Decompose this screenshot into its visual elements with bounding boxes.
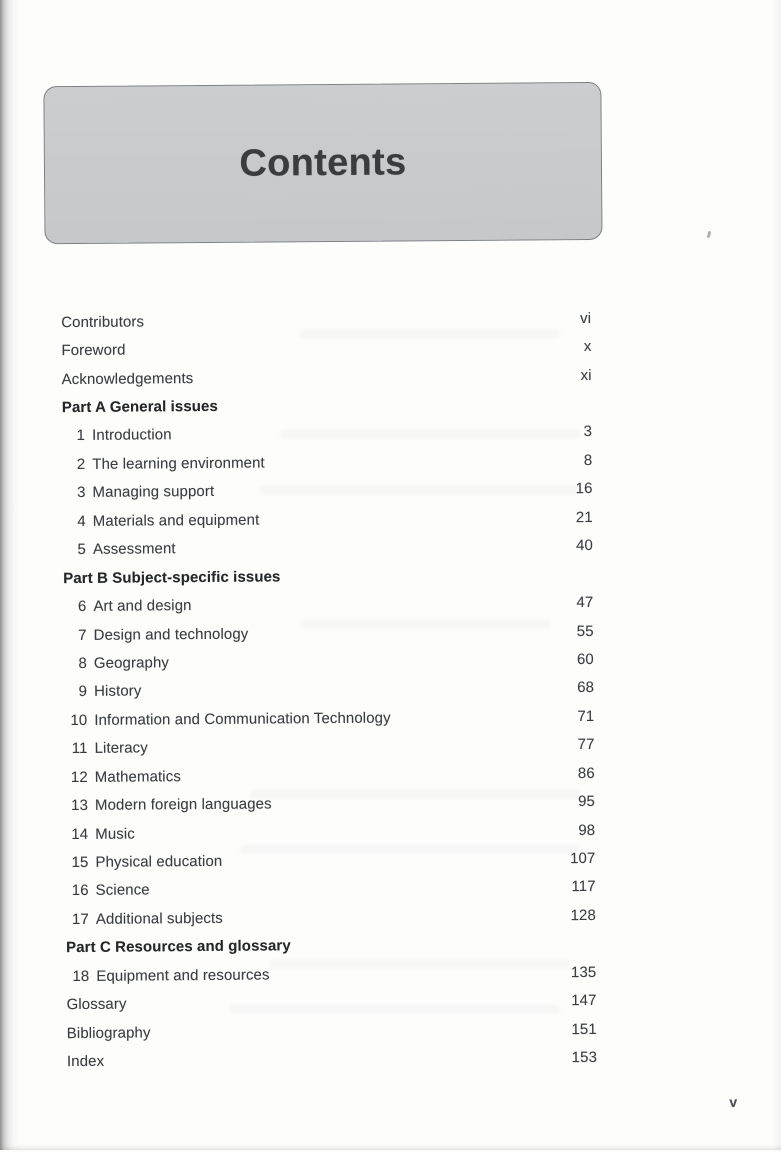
toc-entry: [67, 1043, 597, 1076]
toc-entry-left: [62, 483, 214, 501]
toc-entry-left: [64, 709, 391, 729]
chapter-number: 1: [76, 427, 86, 445]
toc-entry: [65, 759, 595, 792]
entry-page-number: 135: [570, 963, 597, 981]
entry-page-number: 98: [578, 821, 596, 839]
entry-label: Part B Subject-specific issues: [63, 568, 281, 587]
entry-label: Part C Resources and glossary: [66, 937, 291, 957]
toc-entry-left: [65, 768, 181, 786]
scan-edge-shadow-left: [0, 0, 20, 1150]
chapter-number: 4: [77, 512, 86, 530]
toc-entry-left: [62, 454, 265, 473]
entry-page-number: 86: [577, 764, 595, 782]
scan-edge-shadow-right: [771, 0, 781, 1150]
entry-label: Acknowledgements: [61, 369, 194, 388]
toc-part-heading: [63, 560, 593, 593]
entry-label: Art and design: [93, 597, 192, 615]
toc-entry-left: [62, 370, 194, 388]
toc-entry: [64, 674, 594, 707]
toc-entry-left: [64, 683, 142, 701]
entry-label: Science: [95, 881, 150, 900]
entry-label: Equipment and resources: [96, 966, 270, 985]
chapter-number: 5: [77, 541, 87, 559]
folio-page-number: v: [729, 1093, 738, 1110]
entry-page-number: 68: [577, 679, 595, 697]
entry-label: Managing support: [92, 483, 215, 502]
entry-label: Materials and equipment: [92, 511, 260, 530]
chapter-number: 13: [71, 797, 89, 815]
entry-label: Foreword: [61, 341, 126, 360]
entry-label: Bibliography: [66, 1024, 151, 1042]
chapter-number: 8: [78, 654, 87, 672]
toc-entry: [62, 446, 592, 479]
entry-label: Physical education: [95, 852, 223, 871]
scan-speck: [707, 231, 712, 239]
entry-page-number: 128: [570, 906, 596, 925]
chapter-number: 14: [71, 825, 89, 843]
page-title: Contents: [239, 140, 407, 185]
toc-entry-left: [61, 313, 144, 331]
entry-label: The learning environment: [92, 454, 265, 473]
toc-entry: [64, 730, 594, 763]
entry-page-number: 153: [571, 1049, 598, 1067]
entry-page-number: 147: [571, 992, 597, 1010]
toc-entry-left: [67, 1053, 104, 1070]
toc-entry-left: [64, 625, 249, 643]
entry-page-number: 117: [571, 878, 596, 896]
entry-label: Contributors: [61, 313, 145, 331]
toc-entry: [67, 1015, 597, 1048]
chapter-number: 18: [72, 967, 90, 985]
entry-label: History: [94, 682, 142, 701]
toc-entry: [65, 816, 595, 849]
toc-entry: [63, 588, 593, 621]
toc-entry-left: [67, 1024, 151, 1042]
toc-entry-left: [64, 654, 169, 672]
toc-entry-left: [65, 825, 135, 843]
toc-entry-left: [65, 853, 222, 871]
toc-entry: [62, 361, 592, 394]
entry-label: Assessment: [92, 540, 176, 559]
entry-label: Music: [95, 825, 135, 843]
entry-label: Geography: [93, 654, 170, 672]
toc-entry: [66, 986, 596, 1019]
entry-page-number: 47: [576, 594, 594, 612]
toc-part-heading: [66, 930, 596, 963]
entry-page-number: 21: [575, 508, 593, 526]
toc-entry: [64, 702, 594, 735]
toc-entry-left: [63, 568, 280, 587]
toc-entry: [63, 531, 593, 564]
entry-label: Mathematics: [94, 767, 181, 786]
toc-entry-left: [65, 796, 272, 815]
toc-entry: [63, 503, 593, 536]
entry-page-number: 107: [570, 849, 596, 868]
chapter-number: 9: [78, 683, 88, 701]
chapter-number: 3: [77, 484, 86, 502]
entry-label: Index: [66, 1052, 105, 1071]
chapter-number: 12: [70, 768, 88, 786]
page-showthrough: [280, 430, 580, 438]
toc-entry-left: [66, 882, 150, 900]
toc-entry-left: [61, 342, 125, 360]
toc-entry-left: [66, 910, 223, 928]
chapter-number: 16: [71, 882, 89, 900]
toc-entry-left: [62, 427, 172, 445]
page-showthrough: [260, 486, 580, 494]
toc-entry: [64, 645, 594, 678]
toc-entry-left: [63, 540, 176, 558]
entry-label: Introduction: [92, 426, 172, 445]
entry-page-number: 95: [578, 793, 596, 811]
entry-page-number: 151: [571, 1020, 597, 1038]
chapter-number: 11: [71, 740, 88, 758]
toc-entry-left: [66, 938, 291, 957]
chapter-number: 6: [77, 598, 87, 616]
page-showthrough: [230, 1005, 560, 1013]
entry-page-number: vi: [580, 309, 592, 327]
page-showthrough: [250, 790, 580, 798]
entry-label: Modern foreign languages: [94, 795, 272, 815]
toc-entry-left: [64, 740, 147, 758]
entry-page-number: 55: [576, 622, 594, 640]
page-showthrough: [240, 845, 580, 853]
contents-title-box: [43, 82, 602, 244]
entry-label: Literacy: [94, 739, 148, 758]
toc-entry-left: [66, 996, 126, 1013]
toc-entry-left: [63, 597, 191, 615]
toc-entry-left: [66, 966, 269, 985]
page-showthrough: [270, 960, 570, 968]
chapter-number: 10: [70, 711, 88, 729]
entry-label: Design and technology: [93, 625, 249, 644]
entry-page-number: 16: [575, 480, 593, 498]
page-showthrough: [300, 620, 550, 628]
entry-page-number: 8: [583, 451, 593, 469]
toc-entry-left: [62, 398, 218, 416]
entry-page-number: 40: [575, 537, 594, 555]
page-showthrough: [300, 330, 560, 338]
toc-entry: [66, 873, 596, 906]
entry-label: Additional subjects: [95, 909, 223, 928]
entry-page-number: 71: [577, 707, 595, 725]
toc-entry-left: [63, 511, 260, 530]
entry-page-number: 77: [577, 736, 595, 754]
entry-label: Part A General issues: [61, 397, 218, 417]
entry-page-number: 60: [576, 650, 594, 669]
chapter-number: 17: [71, 910, 89, 928]
entry-page-number: x: [583, 338, 592, 356]
chapter-number: 15: [71, 853, 89, 872]
entry-label: Information and Communication Technology: [94, 709, 391, 729]
entry-page-number: 3: [583, 423, 593, 441]
chapter-number: 7: [78, 626, 87, 644]
entry-page-number: xi: [580, 366, 592, 384]
chapter-number: 2: [76, 455, 86, 473]
entry-label: Glossary: [66, 995, 127, 1014]
toc-part-heading: [62, 389, 592, 422]
toc-entry: [66, 901, 596, 934]
scan-edge-shadow-bottom: [0, 1143, 781, 1150]
